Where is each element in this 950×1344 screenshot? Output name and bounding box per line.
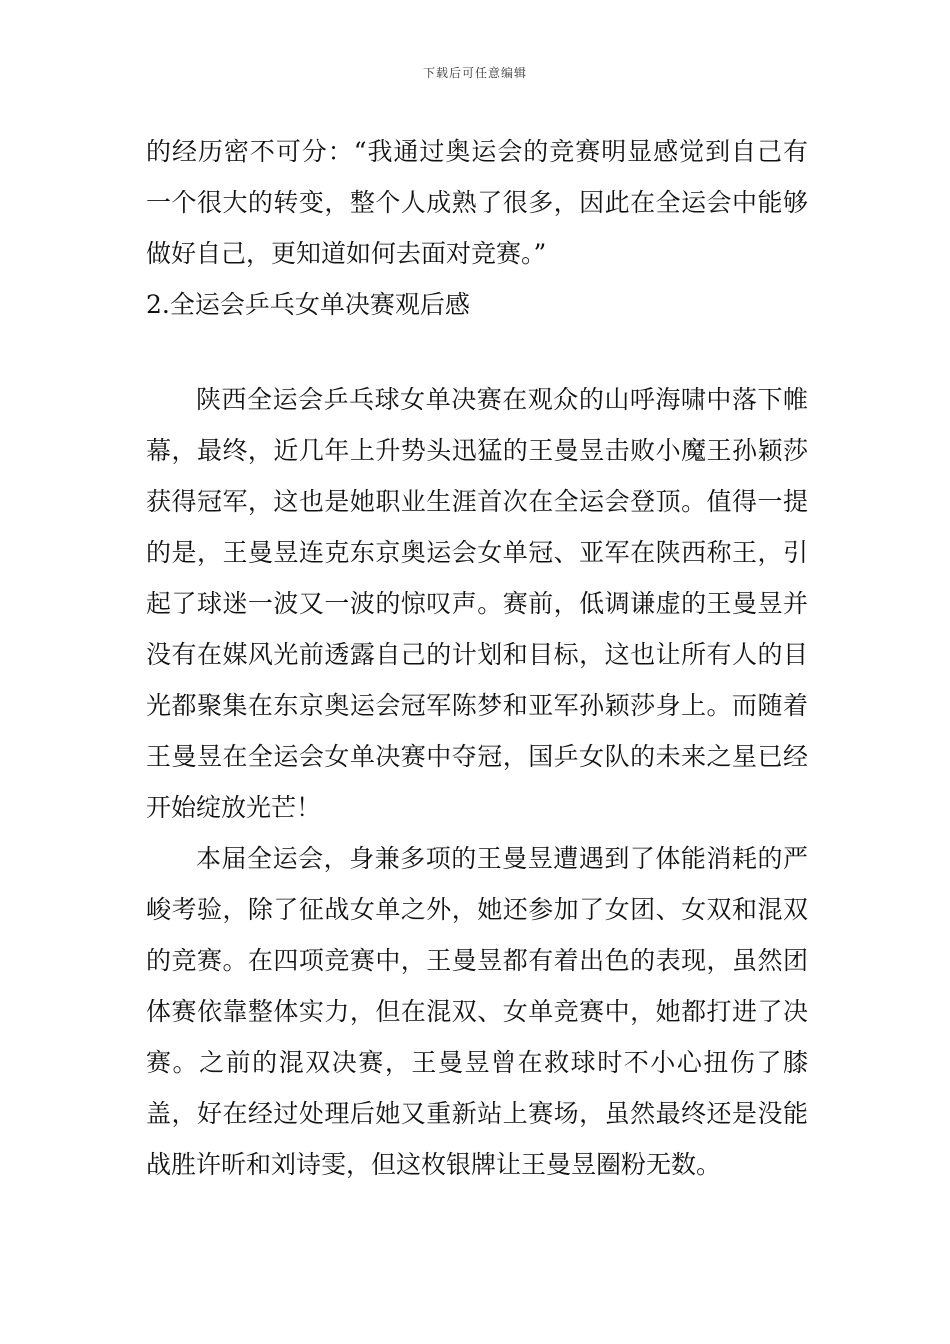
section-heading: 2.全运会乒乓女单决赛观后感: [146, 290, 470, 319]
header-note: 下载后可任意编辑: [422, 66, 527, 80]
body-paragraph-1: 陕西全运会乒乓球女单决赛在观众的山呼海啸中落下帷幕，最终，近几年上升势头迅猛的王曼昱击败小魔王孙颖莎获得冠军，这也是她职业生涯首次在全运会登顶。值得一提的是，王曼昱连克东京奥运会女单冠、亚军在陕西称王，引起了球迷一波又一波的惊叹声。赛前，低调谦虚的王曼昱并没有在媒风光前透露自己的计划和目标，这也让所有人的目光都聚集在东京奥运会冠军陈梦和亚军孙颖莎身上。而随着王曼昱在全运会女单决赛中夺冠，国乒女队的未来之星已经开始绽放光芒！: [146, 385, 808, 822]
body-paragraph-2: 本届全运会，身兼多项的王曼昱遭遇到了体能消耗的严峻考验，除了征战女单之外，她还参加了女团、女双和混双的竞赛。在四项竞赛中，王曼昱都有着出色的表现，虽然团体赛依靠整体实力，但在混双、女单竞赛中，她都打进了决赛。之前的混双决赛，王曼昱曾在救球时不小心扭伤了膝盖，好在经过处理后她又重新站上赛场，虽然最终还是没能战胜许昕和刘诗雯，但这枚银牌让王曼昱圈粉无数。: [146, 844, 808, 1179]
continuation-paragraph: 的经历密不可分：“我通过奥运会的竞赛明显感觉到自己有一个很大的转变，整个人成熟了很多，因此在全运会中能够做好自己，更知道如何去面对竞赛。”: [146, 137, 808, 268]
